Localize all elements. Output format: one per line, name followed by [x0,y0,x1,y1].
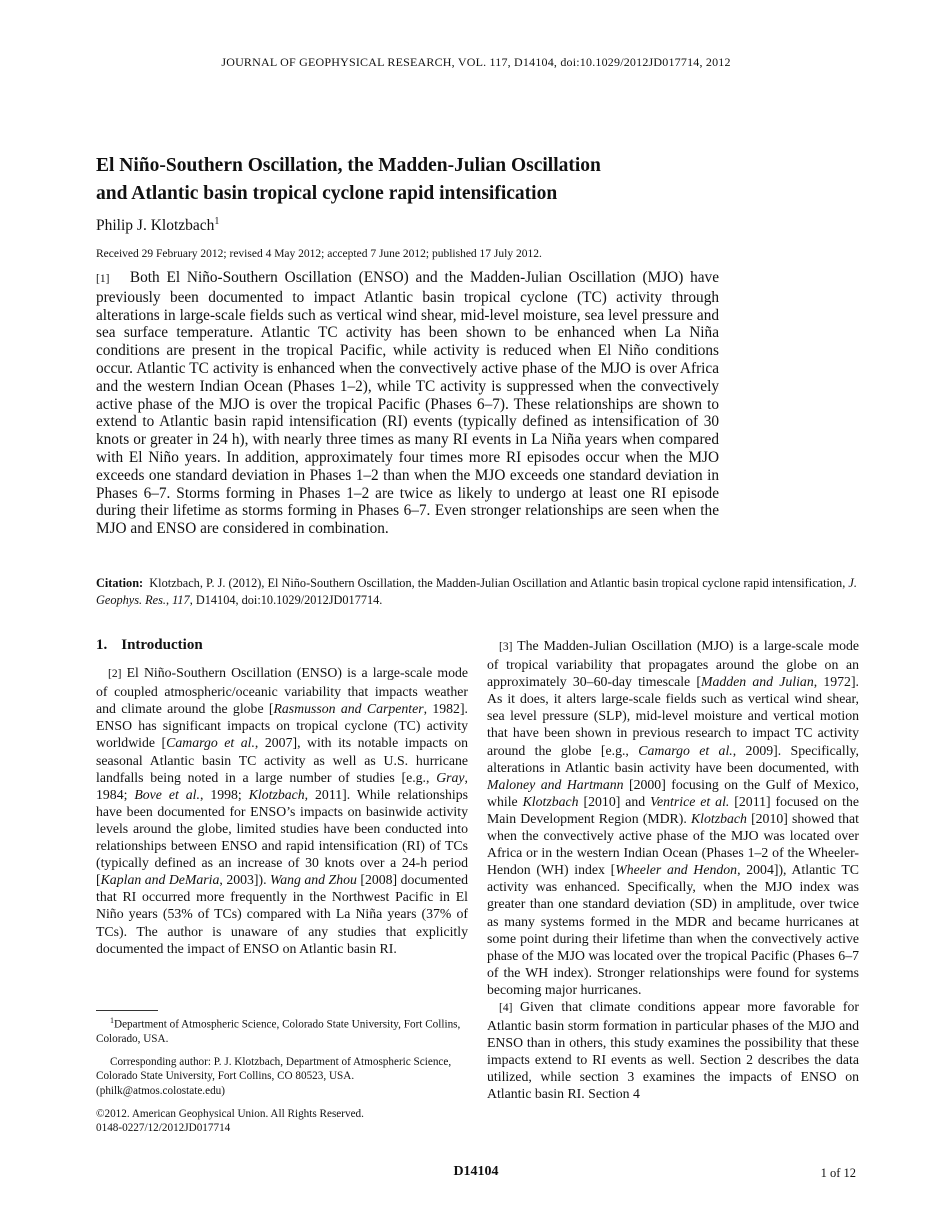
copyright: ©2012. American Geophysical Union. All Rights Reserved. [96,1107,364,1120]
reference-author: Ventrice et al. [650,793,730,809]
title-line-2: and Atlantic basin tropical cyclone rapid intensification [96,183,558,204]
journal-header: JOURNAL OF GEOPHYSICAL RESEARCH, VOL. 117, D14104, doi:10.1029/2012JD017714, 2012 [221,55,731,69]
paragraph-number: [4] [499,1001,513,1014]
author-affiliation-mark: 1 [214,216,220,227]
paragraph-text: [2010] and [578,793,651,809]
paragraph-text: [2000] focusing on the Gulf of Mexico, while [487,776,859,809]
paragraph-number: [2] [108,668,122,681]
footer-article-id: D14104 [453,1164,499,1179]
citation [96,575,866,609]
section-number: 1. [96,637,108,653]
citation-volume: 117 [172,593,190,607]
reference-author: Maloney and Hartmann [487,776,624,792]
citation-label: Citation: [96,576,144,590]
footnotes [96,1014,468,1135]
abstract-paragraph-number: [1] [96,273,110,285]
paragraph-text: Given that climate conditions appear more favorable for Atlantic basin storm formation in particular phases of the MJO and ENSO than in others, this study examines the possibility that these impacts extend to RI events as well. Section 2 describes the data utilized, while section 3 examines the impacts of ENSO on Atlantic basin RI. Section 4 [487,998,859,1102]
corresponding-author: Corresponding author: P. J. Klotzbach, Department of Atmospheric Science, Colorado State University, Fort Collins, CO 80523, USA. (philk@atmos.colostate.edu) [96,1056,452,1097]
affiliation-footnote [96,1014,468,1046]
reference-author: Wang and Zhou [270,872,357,888]
abstract [96,269,719,538]
affiliation-mark: 1 [110,1016,114,1025]
paragraph-2 [96,664,468,957]
paragraph-text: , 1972]. As it does, it alters large-scale fields such as vertical wind shear, sea level pressure (SLP), mid-level moisture and vertical motion that have been shown in previous research to impact TC activity around the globe [e.g., [487,674,859,758]
paragraph-text: , 1998; [199,786,249,802]
paragraph-text: , 1982]. ENSO has significant impacts on tropical cyclone (TC) activity worldwide [ [96,701,469,751]
reference-author: Gray [436,769,465,785]
paper-title [96,152,856,208]
paragraph-text: El Niño-Southern Oscillation (ENSO) is a large-scale mode of coupled atmospheric/oceanic variability that impacts weather and climate around the globe [ [96,665,468,717]
reference-author: Klotzbach [690,810,747,826]
paragraph-text: [2008] documented that RI occurred more frequently in the Northwest Pacific in El Niño years (53% of TCs) compared with La Niña years (37% of TCs). The author is unaware of any studies that explicitly documented the impact of ENSO on Atlantic basin RI. [96,872,469,956]
reference-author: Camargo et al. [638,742,733,758]
paragraph-text: , 1984; [96,769,468,802]
paragraph-text: , 2011]. While relationships have been documented for ENSO’s impacts on basinwide activity levels around the globe, limited studies have been conducted into relationships between ENSO and rapid intensification (RI) of TCs (typically defined as an increase of 30 knots over a 24-h period [ [96,786,468,888]
paragraph-text: , 2007], with its notable impacts on seasonal Atlantic basin TC activity as well as U.S. hurricane landfalls being noted in a large number of studies [e.g., [96,735,468,785]
section-title: Introduction [121,637,203,653]
citation-doi: , D14104, doi:10.1029/2012JD017714. [189,593,383,607]
reference-author: Camargo et al. [166,735,255,751]
paragraph-number: [3] [499,641,513,653]
paragraph-text: [2011] focused on the Main Development Region (MDR). [487,793,859,826]
paragraph-3 [487,637,859,998]
issn-code: 0148-0227/12/2012JD017714 [96,1121,231,1134]
reference-author: Bove et al. [134,786,200,802]
paragraph-text: The Madden-Julian Oscillation (MJO) is a large-scale mode of tropical variability that propagates around the globe on an approximately 30–60-day timescale [ [487,638,859,690]
title-line-1: El Niño-Southern Oscillation, the Madden-Julian Oscillation [96,155,601,176]
affiliation-text: Department of Atmospheric Science, Colorado State University, Fort Collins, Colorado, USA. [96,1018,461,1045]
section-heading [96,637,468,654]
citation-journal: J. Geophys. Res. [96,576,857,607]
reference-author: Klotzbach [248,786,305,802]
reference-author: Madden and Julian [700,674,814,690]
paragraph-text: , 2004]), Atlantic TC activity was enhanced. Specifically, when the MJO index was greater than one standard deviation (SD) in amplitude, over twice as many systems formed in the MDR and became hurricanes at some point during their lifetime than when the convectively active phase of the MJO was located over the tropical Pacific (Phases 6–7 of the WH index). Stronger relationships were found for systems becoming major hurricanes. [487,862,859,997]
footnote-divider [96,1010,158,1011]
received-dates: Received 29 February 2012; revised 4 May 2012; accepted 7 June 2012; published 17 July 2012. [96,248,542,260]
paragraph-text: [2010] showed that when the convectively active phase of the MJO was located over Africa or in the western Indian Ocean (Phases 1–2 of the Wheeler-Hendon (WH) index [ [487,810,859,878]
citation-text: Klotzbach, P. J. (2012), El Niño-Southern Oscillation, the Madden-Julian Oscillation and Atlantic basin tropical cyclone rapid intensification, [149,576,846,590]
citation-separator: , [166,593,170,607]
author-name: Philip J. Klotzbach [96,217,215,235]
reference-author: Rasmusson and Carpenter [273,701,424,717]
right-column [487,637,859,1103]
reference-author: Klotzbach [522,793,579,809]
abstract-text: Both El Niño-Southern Oscillation (ENSO) and the Madden-Julian Oscillation (MJO) have previously been documented to impact Atlantic basin tropical cyclone (TC) activity through alterations in large-scale fields such as vertical wind shear, mid-level moisture, sea level pressure and sea surface temperature. Atlantic TC activity has been shown to be enhanced when La Niña conditions are present in the tropical Pacific, while activity is reduced when El Niño conditions occur. Atlantic TC activity is enhanced when the convectively active phase of the MJO is over Africa and the western Indian Ocean (Phases 1–2), while TC activity is suppressed when the convectively active phase of the MJO is over the tropical Pacific (Phases 6–7). These relationships are shown to extend to Atlantic basin rapid intensification (RI) events (typically defined as intensification of 30 knots or greater in 24 h), with nearly three times as many RI events in La Niña years when compared with El Niño years. In addition, approximately four times more RI episodes occur when the MJO exceeds one standard deviation in Phases 1–2 than when the MJO exceeds one standard deviation in Phases 6–7. Storms forming in Phases 1–2 are twice as likely to undergo at least one RI episode during their lifetime as storms forming in Phases 6–7. Even stronger relationships are seen when the MJO and ENSO are considered in combination. [96,269,719,538]
paragraph-text: , 2003]). [219,872,271,888]
paragraph-4 [487,998,859,1103]
author [96,216,219,235]
reference-author: Wheeler and Hendon [615,862,738,878]
reference-author: Kaplan and DeMaria [100,872,220,888]
page-number: 1 of 12 [820,1166,856,1180]
left-column [96,637,468,957]
paragraph-text: , 2009]. Specifically, alterations in Atlantic basin activity have been documented, with [487,742,859,775]
